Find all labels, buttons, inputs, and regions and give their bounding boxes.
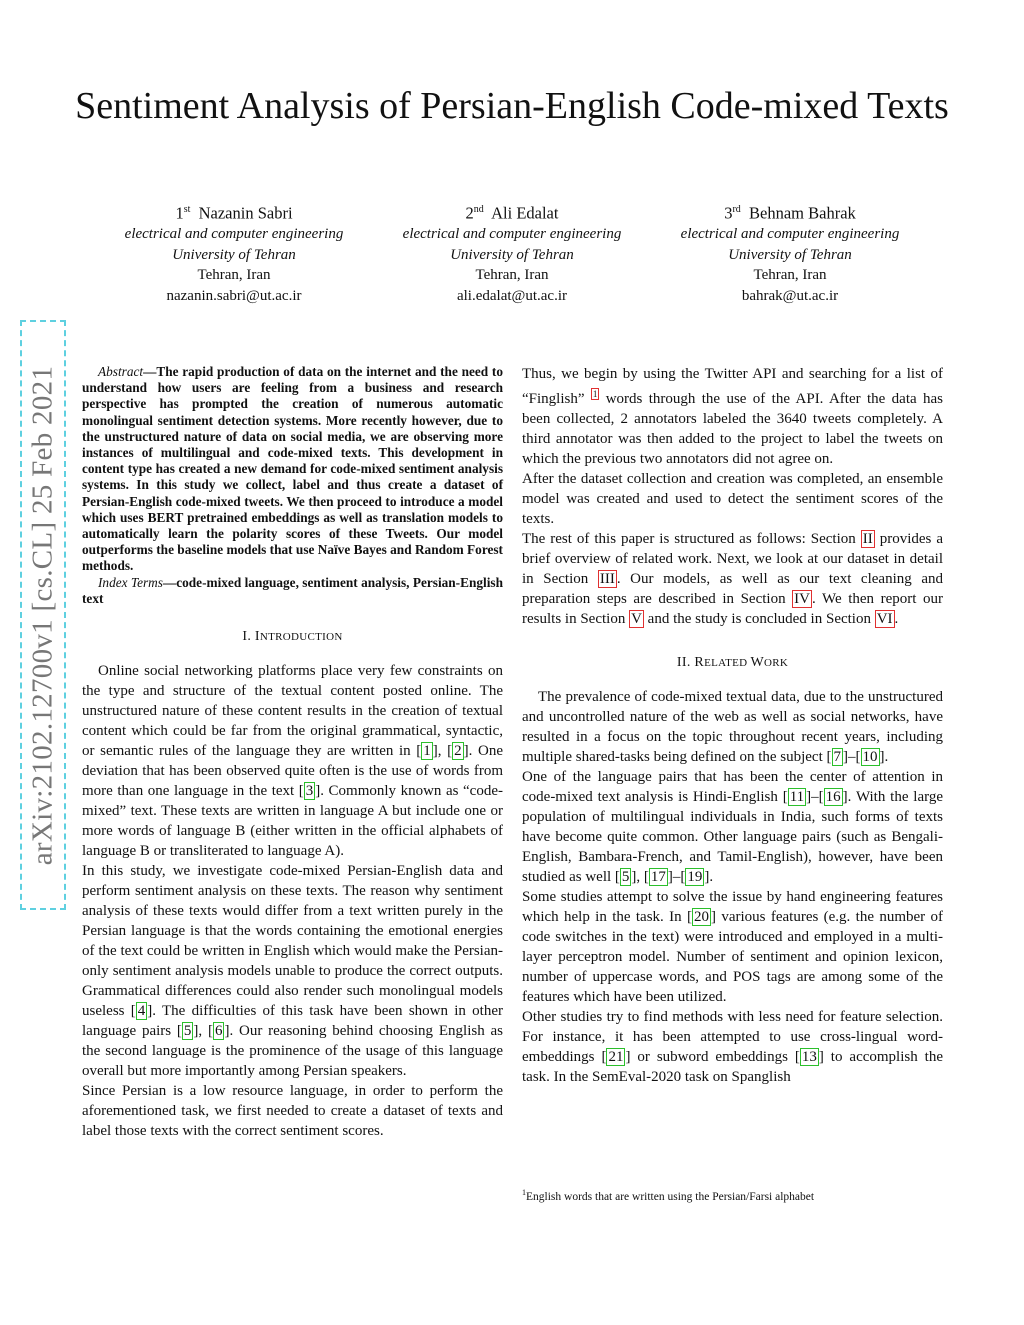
- author-block-2: 2nd Ali Edalat electrical and computer engineering University of Tehran Tehran, Iran ali.edalat@ut.ac.ir: [367, 200, 657, 306]
- related-paragraph-3: Some studies attempt to solve the issue by hand engineering features which help in the task. In [ 20 ] various features (e.g. the number of code switches in the text) were introduced and employed in a multi-layer perceptron model. Number of sentiment and opinion lexicon, number of uppercase words, and POS tags are among some of the features which have been utilized.: [522, 889, 943, 1005]
- related-paragraph-2: One of the language pairs that has been the center of attention in code-mixed text analysis is Hindi-English [ 11 ]–[ 16 ]. With the large population of multilingual individuals in India, such forms of texts have become quite common. Other language pairs (such as Bengali-English, Bambara-French, and Tamil-English), however, have been studied as well [ 5 ], [ 17 ]–[ 19 ].: [522, 769, 944, 885]
- citation-link[interactable]: 17: [650, 869, 666, 885]
- citation-link[interactable]: 20: [693, 909, 709, 925]
- citation-link[interactable]: 5: [621, 869, 630, 885]
- author-block-3: 3rd Behnam Bahrak electrical and computer engineering University of Tehran Tehran, Iran bahrak@ut.ac.ir: [645, 200, 935, 306]
- citation-link[interactable]: 3: [305, 783, 314, 800]
- section-link[interactable]: V: [631, 611, 642, 627]
- arxiv-stamp: [20, 320, 66, 910]
- author-name: Ali Edalat: [491, 203, 559, 223]
- citation-link[interactable]: 16: [825, 789, 841, 805]
- author-email[interactable]: bahrak@ut.ac.ir: [741, 287, 839, 304]
- section-link[interactable]: IV: [794, 591, 810, 607]
- citation-link[interactable]: 4: [137, 1003, 146, 1020]
- intro-paragraph-3: Since Persian is a low resource language, in order to perform the aforementioned task, we first needed to create a dataset of texts and label those texts with the correct sentiment scores.: [82, 1083, 503, 1140]
- footnote: [522, 1186, 943, 1204]
- citation-link[interactable]: 13: [801, 1049, 817, 1065]
- citation-link[interactable]: 7: [833, 749, 842, 765]
- related-paragraph-4: Other studies try to find methods with less need for feature selection. For instance, it has been attempted to use cross-lingual word-embeddings [ 21 ] or subword embeddings [ 13 ] to accomplish the task. In the SemEval-2020 task on Spanglish: [522, 1009, 943, 1085]
- index-terms: Index Terms—code-mixed language, sentiment analysis, Persian-English text: [82, 574, 503, 606]
- citation-link[interactable]: 11: [789, 789, 805, 805]
- footnote-mark: 1: [522, 1188, 526, 1197]
- citation-link[interactable]: 21: [608, 1049, 624, 1065]
- footnote-text: English words that are written using the Persian/Farsi alphabet: [526, 1190, 815, 1203]
- section-link[interactable]: VI: [876, 611, 893, 627]
- section-link[interactable]: III: [599, 571, 615, 587]
- author-email[interactable]: nazanin.sabri@ut.ac.ir: [166, 287, 302, 304]
- intro-paragraph-4: Thus, we begin by using the Twitter API and searching for a list of “Finglish” $^1$ words through the use of the API. After the data has been collected, 2 annotators labeled the 3640 tweets completely. A third annotator was then added to the project to label the tweets on which the previous two annotators did not agree on.: [522, 366, 943, 467]
- footnote-link[interactable]: 1: [592, 389, 598, 399]
- section-heading-related-work: II. RELATED WORK: [676, 655, 789, 670]
- citation-link[interactable]: 2: [454, 743, 462, 760]
- citation-link[interactable]: 5: [183, 1023, 192, 1040]
- author-location: Tehran, Iran: [753, 267, 827, 283]
- author-location: Tehran, Iran: [475, 267, 549, 283]
- section-link[interactable]: II: [862, 531, 873, 547]
- arxiv-stamp-text: arXiv:2102.12700v1 [cs.CL] 25 Feb 2021: [26, 365, 59, 865]
- paper-title: Sentiment Analysis of Persian-English Code-mixed Texts: [75, 85, 949, 127]
- author-email[interactable]: ali.edalat@ut.ac.ir: [456, 287, 567, 304]
- author-univ: University of Tehran: [172, 246, 296, 263]
- author-dept: electrical and computer engineering: [124, 226, 344, 242]
- author-dept: electrical and computer engineering: [680, 226, 900, 242]
- intro-paragraph-1: Online social networking platforms place very few constraints on the type and structure of the textual content posted online. The unstructured nature of these content results in the creation of textual content which could be far from the original grammatical, syntactic, or semantic rules of the language they are written in [ 1 ], [ 2 ]. One deviation that has been observed quite often is the use of words from more than one language in the text [ 3 ]. Commonly known as “code-mixed” text. These texts are written in language A but include one or more words of language B (either written in the official alphabets of language B or transliterated to language A).: [82, 663, 504, 860]
- citation-link[interactable]: 6: [214, 1023, 223, 1040]
- intro-paragraph-6: The rest of this paper is structured as follows: Section II provides a brief overview of related work. Next, we look at our dataset in detail in Section III . Our models, as well as our text cleaning and preparation steps are described in Section IV . We then report our results in Section V and the study is concluded in Section VI .: [522, 531, 943, 627]
- citation-link[interactable]: 10: [862, 749, 878, 765]
- citation-link[interactable]: 1: [423, 743, 431, 760]
- author-univ: University of Tehran: [728, 246, 852, 263]
- abstract: Abstract—The rapid production of data on the internet and the need to understand how users are feeling from a business and research perspective has prompted the creation of numerous automatic monolingual sentiment detection systems. More recently however, due to the unstructured nature of data on social media, we are observing more instances of multilingual and code-mixed texts. This development in content type has created a new demand for code-mixed sentiment analysis systems. In this study we collect, label and thus create a dataset of Persian-English code-mixed tweets. We then proceed to introduce a model which uses BERT pretrained embeddings as well as translation models to automatically learn the polarity scores of these Tweets. Our model outperforms the baseline models that use Naïve Bayes and Random Forest methods.: [82, 364, 503, 574]
- author-name: Nazanin Sabri: [198, 203, 293, 223]
- author-univ: University of Tehran: [450, 246, 574, 263]
- section-heading-introduction: I. INTRODUCTION: [242, 629, 343, 645]
- citation-link[interactable]: 19: [687, 869, 703, 885]
- author-block-1: 1st Nazanin Sabri electrical and computer engineering University of Tehran Tehran, Iran nazanin.sabri@ut.ac.ir: [89, 200, 379, 306]
- author-location: Tehran, Iran: [197, 267, 271, 283]
- left-column: [82, 364, 503, 1141]
- intro-paragraph-2: In this study, we investigate code-mixed Persian-English data and perform sentiment analysis on these texts. The reason why sentiment analysis of these texts would differ from a text written purely in the Persian language is that the words containing the emotional energies of the text could be written in English which would make the Persian-only sentiment analysis models unable to produce the correct outputs. Grammatical differences could also render such monolingual models useless [ 4 ]. The difficulties of this task have been shown in other language pairs [ 5 ], [ 6 ]. Our reasoning behind choosing English as the second language is the prominence of the usage of this language overall but more importantly among Persian speakers.: [82, 863, 503, 1080]
- intro-paragraph-5: After the dataset collection and creation was completed, an ensemble model was created and used to detect the sentiment scores of the texts.: [522, 471, 943, 527]
- related-paragraph-1: The prevalence of code-mixed textual data, due to the unstructured and uncontrolled nature of the web as well as social networks, have resulted in a focus on the topic throughout recent years, including multiple shared-tasks being defined on the subject [ 7 ]–[ 10 ].: [522, 689, 943, 765]
- author-dept: electrical and computer engineering: [402, 226, 622, 242]
- author-name: Behnam Bahrak: [749, 203, 856, 223]
- right-column: [522, 364, 943, 1087]
